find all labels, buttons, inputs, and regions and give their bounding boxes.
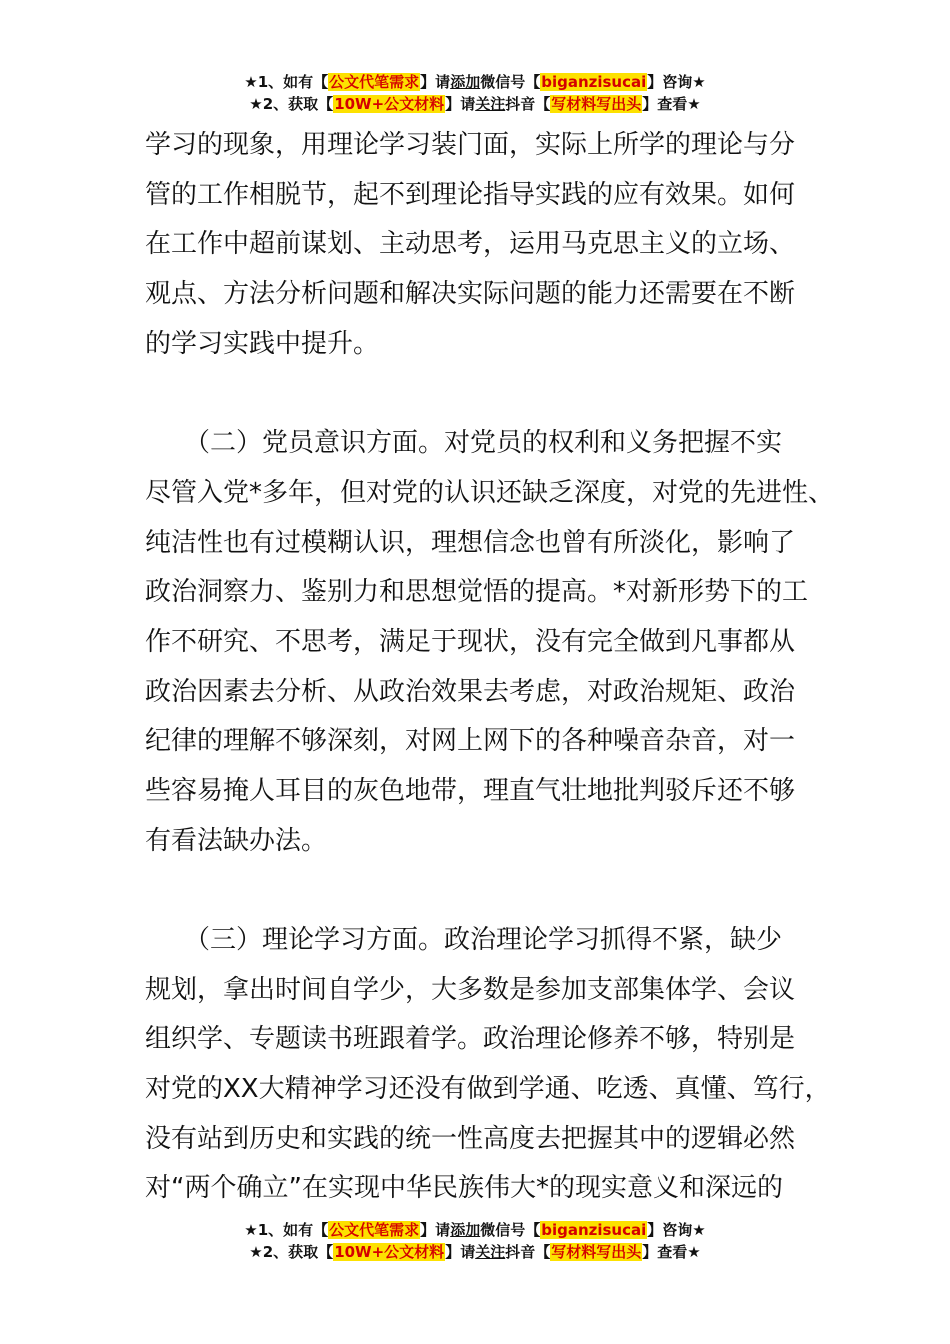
promo-text: 微信号【 bbox=[480, 1221, 541, 1239]
body-line: 学习的现象，用理论学习装门面，实际上所学的理论与分 bbox=[145, 130, 796, 160]
promo-line-1 bbox=[0, 1219, 950, 1241]
promo-line-1 bbox=[0, 71, 950, 93]
body-line: 政治洞察力、鉴别力和思想觉悟的提高。*对新形势下的工 bbox=[145, 577, 809, 608]
body-line: 对“两个确立”在实现中华民族伟大*的现实意义和深远的 bbox=[145, 1173, 783, 1204]
section-heading-line: （二）党员意识方面。对党员的权利和义务把握不实 bbox=[145, 428, 783, 459]
footer-promo-banner bbox=[0, 1219, 950, 1263]
promo-highlight: 公文代笔需求 bbox=[329, 73, 420, 91]
header-promo-banner bbox=[0, 71, 950, 115]
promo-text: 】请 bbox=[445, 1243, 476, 1261]
paragraph-gap bbox=[145, 866, 833, 916]
body-line: 有看法缺办法。 bbox=[145, 825, 328, 856]
promo-text: 抖音【 bbox=[505, 95, 551, 113]
body-line: 些容易掩人耳目的灰色地带，理直气壮地批判驳斥还不够 bbox=[145, 775, 796, 806]
promo-underline: 关注 bbox=[475, 95, 506, 113]
body-line: 政治因素去分析、从政治效果去考虑，对政治规矩、政治 bbox=[145, 676, 796, 707]
body-line: 规划，拿出时间自学少，大多数是参加支部集体学、会议 bbox=[145, 974, 796, 1005]
section-heading-line: （三）理论学习方面。政治理论学习抓得不紧，缺少 bbox=[145, 925, 783, 955]
paragraph-gap bbox=[145, 369, 833, 419]
promo-highlight: 写材料写出头 bbox=[551, 1243, 642, 1261]
promo-text: 】咨询★ bbox=[647, 73, 706, 91]
promo-highlight: 10W+公文材料 bbox=[334, 95, 445, 113]
promo-text: ★2、获取【 bbox=[249, 95, 334, 113]
body-line: 尽管入党*多年，但对党的认识还缺乏深度，对党的先进性、 bbox=[145, 477, 835, 508]
body-line: 没有站到历史和实践的统一性高度去把握其中的逻辑必然 bbox=[145, 1123, 796, 1154]
body-line: 观点、方法分析问题和解决实际问题的能力还需要在不断 bbox=[145, 279, 796, 310]
body-line: 纪律的理解不够深刻，对网上网下的各种噪音杂音，对一 bbox=[145, 726, 796, 757]
body-line: 的学习实践中提升。 bbox=[145, 328, 380, 359]
promo-underline: 关注 bbox=[475, 1243, 506, 1261]
promo-highlight: 写材料写出头 bbox=[551, 95, 642, 113]
body-line: 作不研究、不思考，满足于现状，没有完全做到凡事都从 bbox=[145, 626, 796, 657]
promo-text: 微信号【 bbox=[480, 73, 541, 91]
promo-underline: 添加 bbox=[450, 73, 481, 91]
promo-text: 】咨询★ bbox=[647, 1221, 706, 1239]
body-line: 在工作中超前谋划、主动思考，运用马克思主义的立场、 bbox=[145, 229, 796, 260]
promo-highlight: 10W+公文材料 bbox=[334, 1243, 445, 1261]
promo-text: 】查看★ bbox=[642, 1243, 701, 1261]
promo-text: 抖音【 bbox=[505, 1243, 551, 1261]
promo-underline: 添加 bbox=[450, 1221, 481, 1239]
promo-line-2 bbox=[0, 1241, 950, 1263]
promo-text: 】请 bbox=[420, 73, 451, 91]
promo-highlight: biganzisucai bbox=[541, 1221, 647, 1239]
promo-highlight: 公文代笔需求 bbox=[329, 1221, 420, 1239]
body-line: 管的工作相脱节，起不到理论指导实践的应有效果。如何 bbox=[145, 179, 796, 210]
promo-text: ★1、如有【 bbox=[244, 73, 329, 91]
promo-text: 】请 bbox=[445, 95, 476, 113]
body-line: 组织学、专题读书班跟着学。政治理论修养不够，特别是 bbox=[145, 1024, 796, 1055]
promo-line-2 bbox=[0, 93, 950, 115]
body-line: 纯洁性也有过模糊认识，理想信念也曾有所淡化，影响了 bbox=[145, 527, 796, 558]
body-line: 对党的XX大精神学习还没有做到学通、吃透、真懂、笃行， bbox=[145, 1074, 831, 1105]
promo-text: ★2、获取【 bbox=[249, 1243, 334, 1261]
document-body bbox=[145, 121, 833, 1214]
promo-highlight: biganzisucai bbox=[541, 73, 647, 91]
promo-text: 】查看★ bbox=[642, 95, 701, 113]
promo-text: 】请 bbox=[420, 1221, 451, 1239]
promo-text: ★1、如有【 bbox=[244, 1221, 329, 1239]
